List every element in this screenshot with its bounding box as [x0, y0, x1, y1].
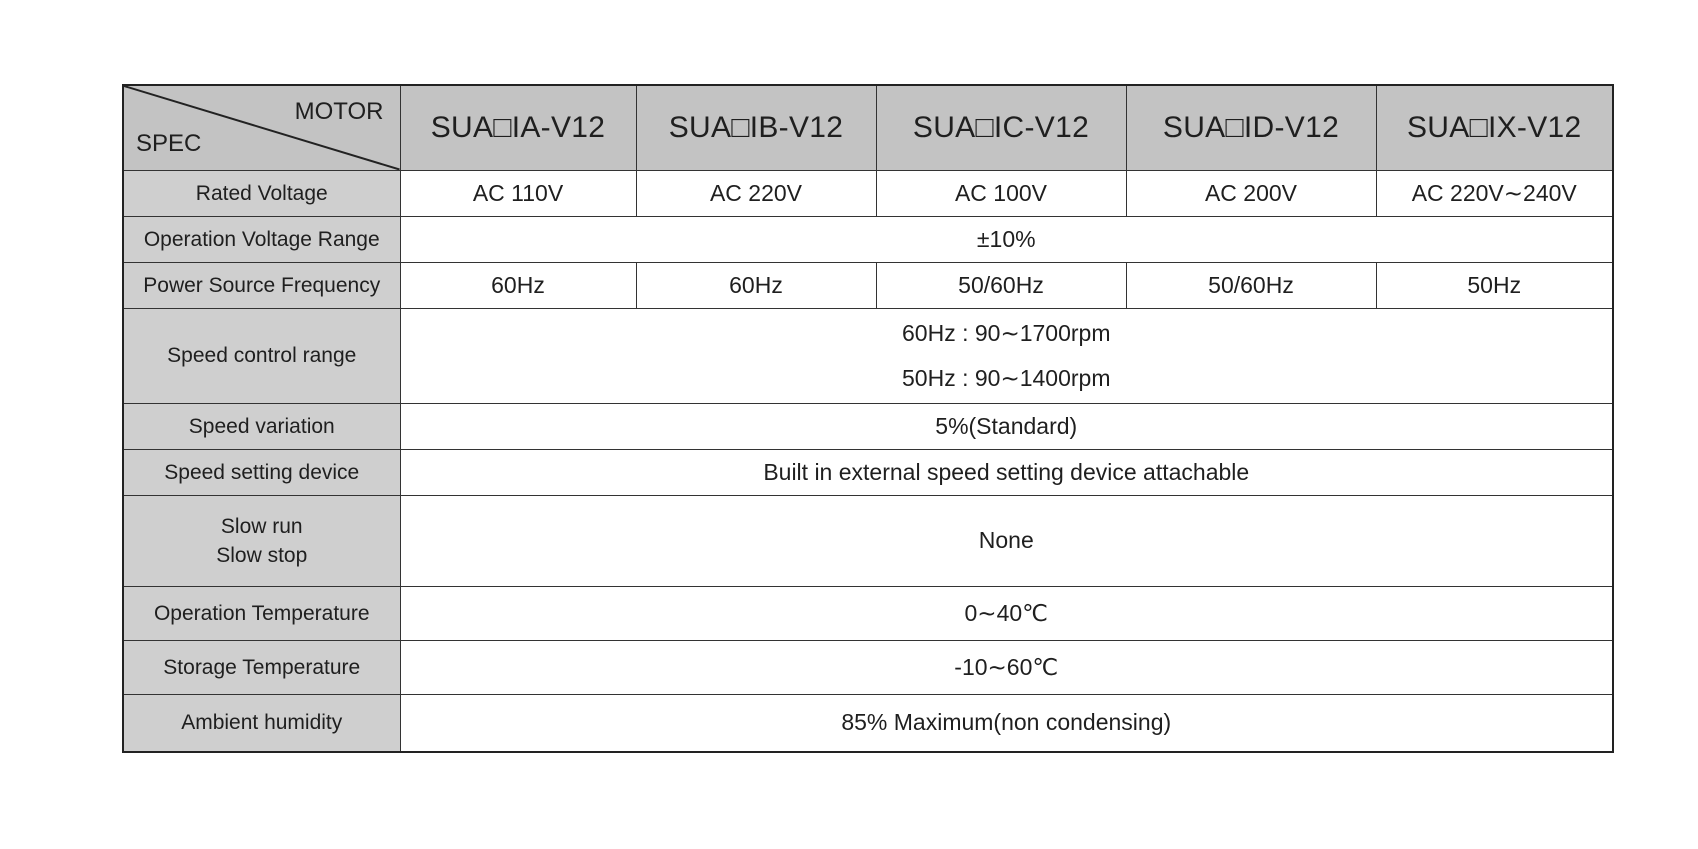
- cell-value: 50/60Hz: [876, 262, 1126, 308]
- corner-spec-label: SPEC: [136, 129, 202, 157]
- cell-value: 50Hz: [1376, 262, 1613, 308]
- cell-value: 85% Maximum(non condensing): [400, 694, 1613, 752]
- operation-temperature-row: [123, 586, 1613, 640]
- cell-value: AC 200V: [1126, 170, 1376, 216]
- speed-control-range-row: [123, 308, 1613, 403]
- row-label: Storage Temperature: [123, 640, 400, 694]
- slow-stop-label: Slow stop: [216, 543, 308, 567]
- row-label: Speed control range: [123, 308, 400, 403]
- cell-value: AC 220V∼240V: [1376, 170, 1613, 216]
- speed-setting-device-row: [123, 449, 1613, 495]
- ambient-humidity-row: [123, 694, 1613, 752]
- cell-value: [400, 308, 1613, 403]
- cell-value: Built in external speed setting device attachable: [400, 449, 1613, 495]
- cell-value: AC 100V: [876, 170, 1126, 216]
- cell-value: 60Hz: [400, 262, 636, 308]
- row-label: Speed setting device: [123, 449, 400, 495]
- row-label: Speed variation: [123, 403, 400, 449]
- model-header: SUA□IC-V12: [876, 85, 1126, 170]
- cell-value: 60Hz: [636, 262, 876, 308]
- slow-run-stop-row: [123, 495, 1613, 586]
- row-label: Rated Voltage: [123, 170, 400, 216]
- cell-value: AC 110V: [400, 170, 636, 216]
- model-header: SUA□ID-V12: [1126, 85, 1376, 170]
- corner-motor-label: MOTOR: [294, 98, 384, 125]
- cell-value: -10∼60℃: [400, 640, 1613, 694]
- cell-value: 0∼40℃: [400, 586, 1613, 640]
- corner-cell: [123, 85, 400, 170]
- slow-run-label: Slow run: [220, 514, 303, 538]
- power-source-frequency-row: [123, 262, 1613, 308]
- cell-value: 5%(Standard): [400, 403, 1613, 449]
- storage-temperature-row: [123, 640, 1613, 694]
- cell-value: None: [400, 495, 1613, 586]
- row-label: Operation Temperature: [123, 586, 400, 640]
- spec-table: [122, 84, 1614, 753]
- rated-voltage-row: [123, 170, 1613, 216]
- header-row: [123, 85, 1613, 170]
- speed-range-50hz: 50Hz : 90∼1400rpm: [902, 364, 1111, 391]
- cell-value: 50/60Hz: [1126, 262, 1376, 308]
- row-label: Operation Voltage Range: [123, 216, 400, 262]
- model-header: SUA□IB-V12: [636, 85, 876, 170]
- cell-value: AC 220V: [636, 170, 876, 216]
- speed-range-60hz: 60Hz : 90∼1700rpm: [902, 319, 1111, 346]
- row-label: Ambient humidity: [123, 694, 400, 752]
- cell-value: ±10%: [400, 216, 1613, 262]
- row-label: Power Source Frequency: [123, 262, 400, 308]
- model-header: SUA□IX-V12: [1376, 85, 1613, 170]
- speed-variation-row: [123, 403, 1613, 449]
- row-label: [123, 495, 400, 586]
- operation-voltage-range-row: [123, 216, 1613, 262]
- model-header: SUA□IA-V12: [400, 85, 636, 170]
